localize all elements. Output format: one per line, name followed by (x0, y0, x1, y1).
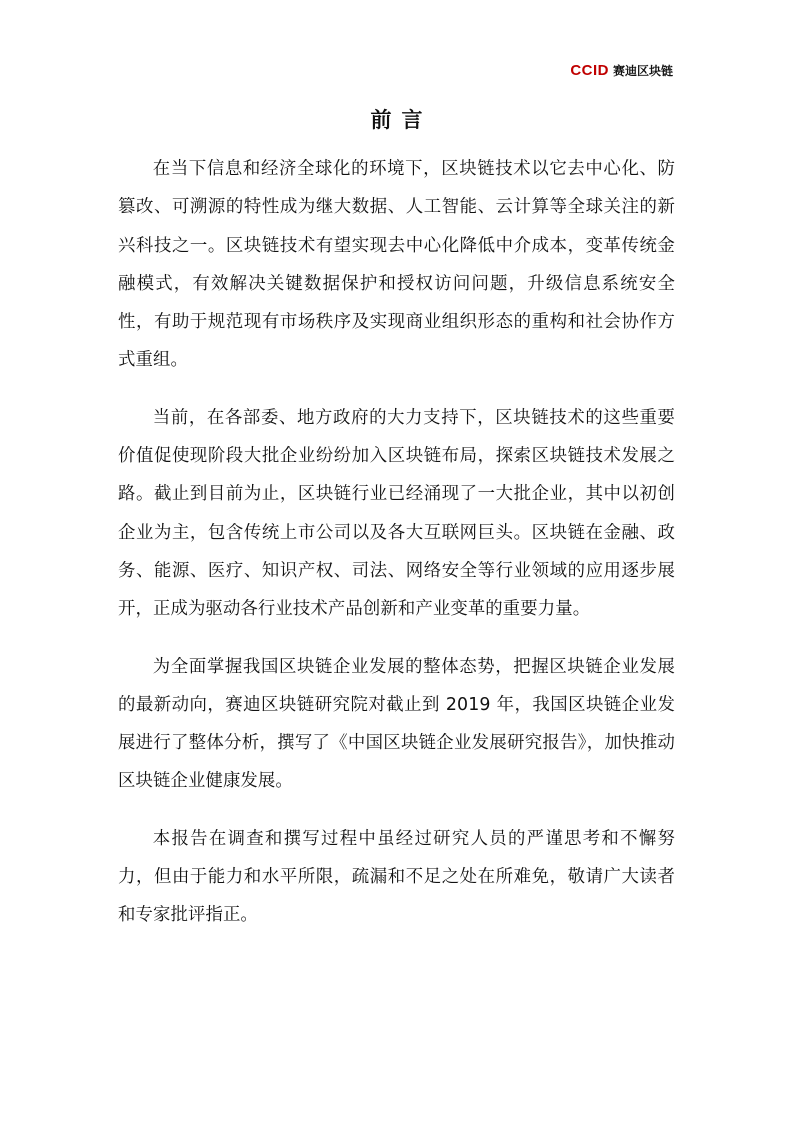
brand-logo-name: 赛迪区块链 (612, 64, 673, 78)
paragraph-4: 本报告在调查和撰写过程中虽经过研究人员的严谨思考和不懈努力，但由于能力和水平所限，疏漏和不足之处在所难免，敬请广大读者和专家批评指正。 (118, 828, 675, 926)
paragraph-3: 为全面掌握我国区块链企业发展的整体态势，把握区块链企业发展的最新动向，赛迪区块链研究院对截止到 2019 年，我国区块链企业发展进行了整体分析，撰写了《中国区块链企业发展研究报告》，加快推动区块链企业健康发展。 (118, 656, 675, 792)
page-title: 前言 (370, 108, 433, 132)
page-header (570, 62, 673, 79)
brand-logo-ccid: CCID (570, 62, 609, 79)
paragraph-2: 当前，在各部委、地方政府的大力支持下，区块链技术的这些重要价值促使现阶段大批企业纷纷加入区块链布局，探索区块链技术发展之路。截止到目前为止，区块链行业已经涌现了一大批企业，其中以初创企业为主，包含传统上市公司以及各大互联网巨头。区块链在金融、政务、能源、医疗、知识产权、司法、网络安全等行业领域的应用逐步展开，正成为驱动各行业技术产品创新和产业变革的重要力量。 (118, 407, 675, 620)
paragraph-1: 在当下信息和经济全球化的环境下，区块链技术以它去中心化、防篡改、可溯源的特性成为继大数据、人工智能、云计算等全球关注的新兴科技之一。区块链技术有望实现去中心化降低中介成本，变革传统金融模式，有效解决关键数据保护和授权访问问题，升级信息系统安全性，有助于规范现有市场秩序及实现商业组织形态的重构和社会协作方式重组。 (118, 159, 675, 371)
preface-body (118, 150, 675, 954)
